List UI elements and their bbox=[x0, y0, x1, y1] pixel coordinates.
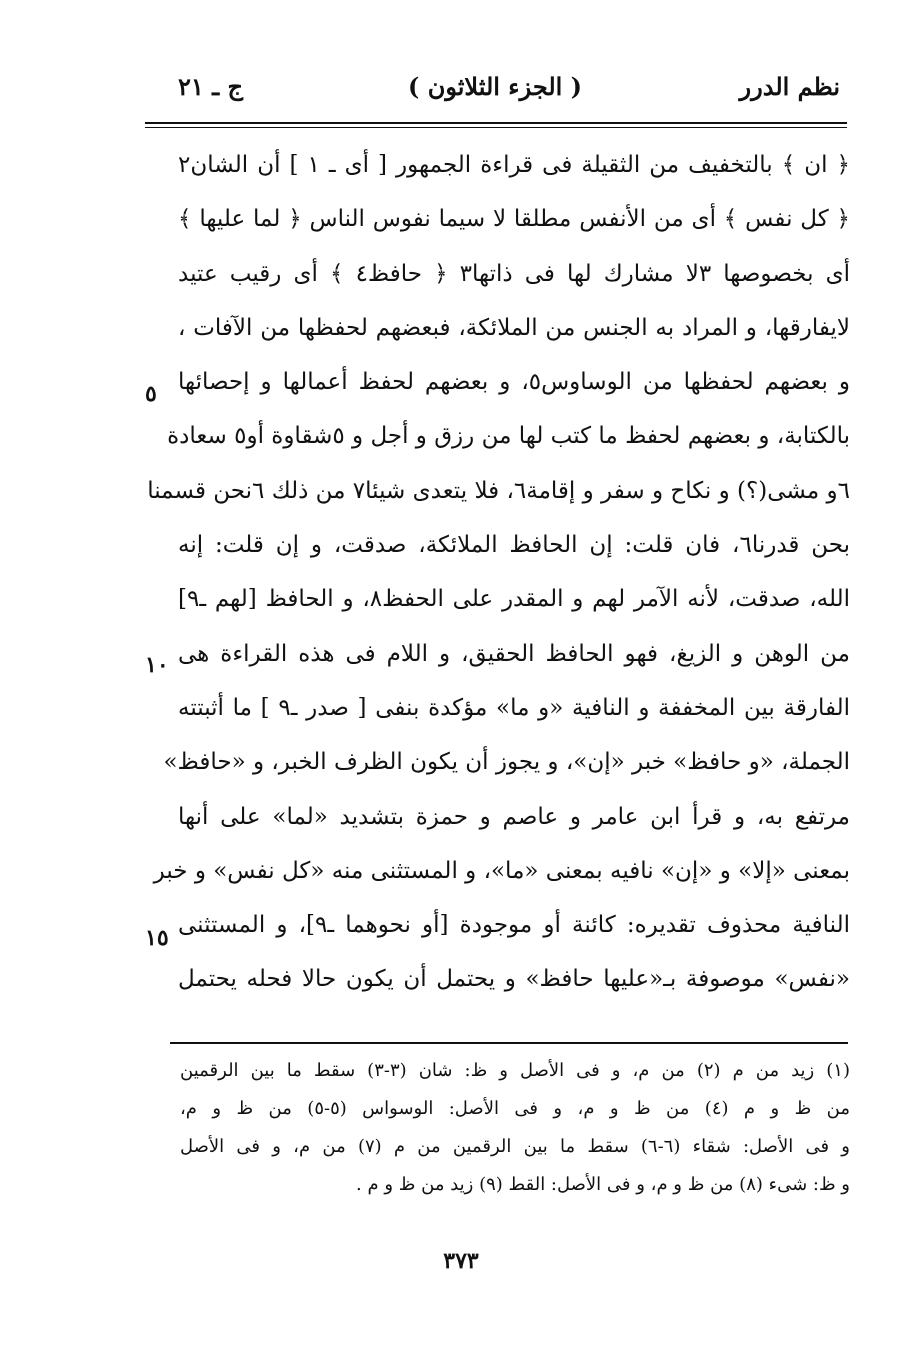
footnote-line: (١) زيد من م (٢) من م، و فى الأصل و ظ: شان (٣-٣) سقط ما بين الرقمين bbox=[180, 1060, 850, 1081]
text-line: الجملة، «و حافظ» خبر «إن»، و يجوز أن يكون الظرف الخبر، و «حافظ» bbox=[163, 749, 850, 776]
text-line: بحن قدرنا٦، فان قلت: إن الحافظ الملائكة، صدقت، و إن قلت: إنه bbox=[178, 532, 851, 559]
text-line: بمعنى «إلا» و «إن» نافيه بمعنى «ما»، و المستثنى منه «كل نفس» و خبر bbox=[153, 857, 850, 884]
footnotes bbox=[180, 1052, 850, 1204]
line-number-5: ٥ bbox=[145, 381, 157, 407]
line-number-15: ١٥ bbox=[145, 925, 169, 951]
text-line: أى بخصوصها ٣لا مشارك لها فى ذاتها٣ ﴿ حافظ٤ ﴾ أى رقيب عتيد bbox=[178, 260, 850, 287]
footnote-line: من ظ و م (٤) من ظ و م، و فى الأصل: الوسواس (٥-٥) من ظ و م، bbox=[180, 1098, 850, 1119]
footnote-rule bbox=[170, 1042, 848, 1044]
chapter-reference: ج ـ ٢١ bbox=[178, 72, 244, 101]
text-line: و بعضهم لحفظها من الوساوس٥، و بعضهم لحفظ أعمالها و إحصائها bbox=[178, 369, 850, 396]
footnote-line: و ظ: شىء (٨) من ظ و م، و فى الأصل: القط (٩) زيد من ظ و م . bbox=[356, 1174, 850, 1195]
line-number-10: ١٠ bbox=[145, 652, 169, 678]
text-line: ٦و مشى(؟) و نكاح و سفر و إقامة٦، فلا يتعدى شيئا٧ من ذلك ٦نحن قسمنا bbox=[147, 477, 850, 504]
text-line: النافية محذوف تقديره: كائنة أو موجودة [أو نحوهما ـ٩]، و المستثنى bbox=[178, 912, 850, 939]
text-line: ﴿ كل نفس ﴾ أى من الأنفس مطلقا لا سيما نفوس الناس ﴿ لما عليها ﴾ bbox=[178, 206, 850, 233]
part-title: ( الجزء الثلاثون ) bbox=[407, 72, 583, 101]
text-line: «نفس» موصوفة بـ«عليها حافظ» و يحتمل أن يكون حالا فحله يحتمل bbox=[178, 966, 850, 993]
text-line: بالكتابة، و بعضهم لحفظ ما كتب لها من رزق و أجل و ٥شقاوة أو٥ سعادة bbox=[167, 423, 850, 450]
header-rule-thin bbox=[145, 127, 847, 128]
text-line: من الوهن و الزيغ، فهو الحافظ الحقيق، و اللام فى هذه القراءة هى bbox=[178, 640, 850, 667]
text-line: الله، صدقت، لأنه الآمر لهم و المقدر على الحفظ٨، و الحافظ [لهم ـ٩] bbox=[178, 586, 851, 613]
page-number: ٣٧٣ bbox=[443, 1248, 479, 1274]
text-line: مرتفع به، و قرأ ابن عامر و عاصم و حمزة بتشديد «لما» على أنها bbox=[178, 803, 850, 830]
header-rule-thick bbox=[145, 122, 847, 124]
text-line: الفارقة بين المخففة و النافية «و ما» مؤكدة بنفى [ صدر ـ٩ ] ما أثبتته bbox=[178, 694, 850, 721]
running-header bbox=[150, 72, 840, 112]
footnote-line: و فى الأصل: شقاء (٦-٦) سقط ما بين الرقمين من م (٧) من م، و فى الأصل bbox=[180, 1136, 850, 1157]
text-line: ﴿ ان ﴾ بالتخفيف من الثقيلة فى قراءة الجمهور [ أى ـ ١ ] أن الشان٢ bbox=[178, 152, 850, 178]
text-line: لايفارقها، و المراد به الجنس من الملائكة، فبعضهم لحفظها من الآفات ، bbox=[178, 314, 850, 341]
book-title: نظم الدرر bbox=[739, 72, 840, 101]
